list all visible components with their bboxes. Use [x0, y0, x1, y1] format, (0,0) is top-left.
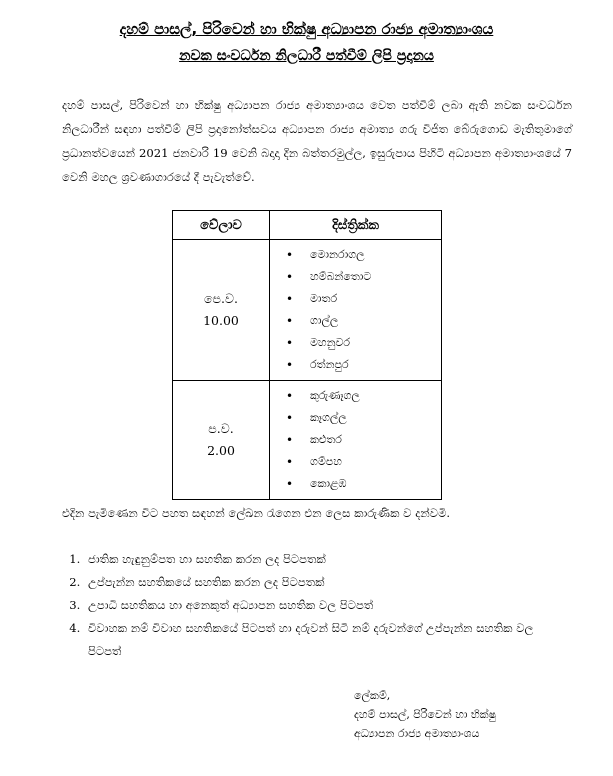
document-title: දහම් පාසල්, පිරිවෙන් හා භික්ෂු අධ්‍යාපන රාජ්‍ය අමාත්‍යාංශය [119, 20, 494, 38]
list-item: • ගම්පහ [270, 451, 441, 473]
list-item: • මාතර [270, 288, 441, 310]
list-item: 3. උපාධි සහතිකය හා අනෙකුත් අධ්‍යාපන සහතික වල පිටපත් [84, 594, 564, 617]
schedule-header-row [173, 211, 442, 240]
list-item: 2. උප්පැන්න සහතිකයේ සහතික කරන ලද පිටපතක් [84, 571, 564, 594]
signature-block [354, 686, 496, 743]
session-hour: 2.00 [207, 443, 235, 458]
list-item: • මහනුවර [270, 332, 441, 354]
schedule-row [173, 381, 442, 500]
list-item: • කෑගල්ල [270, 407, 441, 429]
session-time-morning [173, 240, 270, 381]
list-item: • ගාල්ල [270, 310, 441, 332]
list-item: • හම්බන්තොට [270, 266, 441, 288]
list-item: • කුරුණෑගල [270, 385, 441, 407]
column-header-time: වේලාව [173, 211, 270, 240]
list-item: • කොළඹ [270, 473, 441, 495]
schedule-table [172, 210, 442, 500]
list-item: • මොනරාගල [270, 244, 441, 266]
signature-ministry-line1: දහම් පාසල්, පිරිවෙන් හා භික්ෂු [354, 708, 497, 721]
required-documents-list [50, 548, 564, 663]
district-list [270, 381, 441, 499]
session-period: පෙ.ව. [204, 291, 238, 306]
district-list-cell [270, 381, 442, 500]
signature-ministry-line2: අධ්‍යාපන රාජ්‍ය අමාත්‍යාංශය [354, 727, 480, 740]
session-time-afternoon [173, 381, 270, 500]
intro-paragraph [62, 93, 572, 189]
district-list [270, 240, 441, 380]
intro-text: දහම් පාසල්, පිරිවෙන් හා භික්ෂු අධ්‍යාපන රාජ්‍ය අමාත්‍යාංශය වෙත පත්වීම් ලබා ඇති නවක සංවර්ධන නිලධාරීන් සඳහා පත්වීම් ලිපි ප්‍රදානෝත්සවය අධ්‍යාපන රාජ්‍ය අමාත්‍ය ගරු විජිත බේරුගොඩ මැතිතුමාගේ ප්‍රධානත්වයෙන් 2021 ජනවාරි 19 වෙනි බදාදා දින බත්තරමුල්ල, ඉසුරුපාය පිහිටි අධ්‍යාපන අමාත්‍යාංශයේ 7 වෙනි මහල ශ්‍රවණාගාරයේ දී පැවැත්වේ. [62, 98, 572, 184]
district-list-cell [270, 240, 442, 381]
list-item: • කළුතර [270, 429, 441, 451]
session-period: ප.ව. [208, 421, 234, 436]
instruction-note: එදින පැමිණෙන විට පහත සඳහන් ලේඛන රැගෙන එන ලෙස කාරුණික ව දන්වමි. [62, 506, 451, 520]
schedule-row [173, 240, 442, 381]
document-subtitle: නවක සංවර්ධන නිලධාරී පත්වීම් ලිපි ප්‍රදානය [179, 48, 434, 64]
list-item: • රත්නපුර [270, 354, 441, 376]
session-hour: 10.00 [203, 313, 239, 328]
signature-title: ලේකම්, [354, 689, 391, 702]
list-item: 4. විවාහක නම් විවාහ සහතිකයේ පිටපත් හා දරුවන් සිටී නම් දරුවන්ගේ උප්පැන්න සහතික වල පිටපත් [84, 617, 564, 663]
column-header-districts: දිස්ත්‍රික්ක [270, 211, 442, 240]
list-item: 1. ජාතික හැඳුනුම්පත හා සහතික කරන ලද පිටපතක් [84, 548, 564, 571]
